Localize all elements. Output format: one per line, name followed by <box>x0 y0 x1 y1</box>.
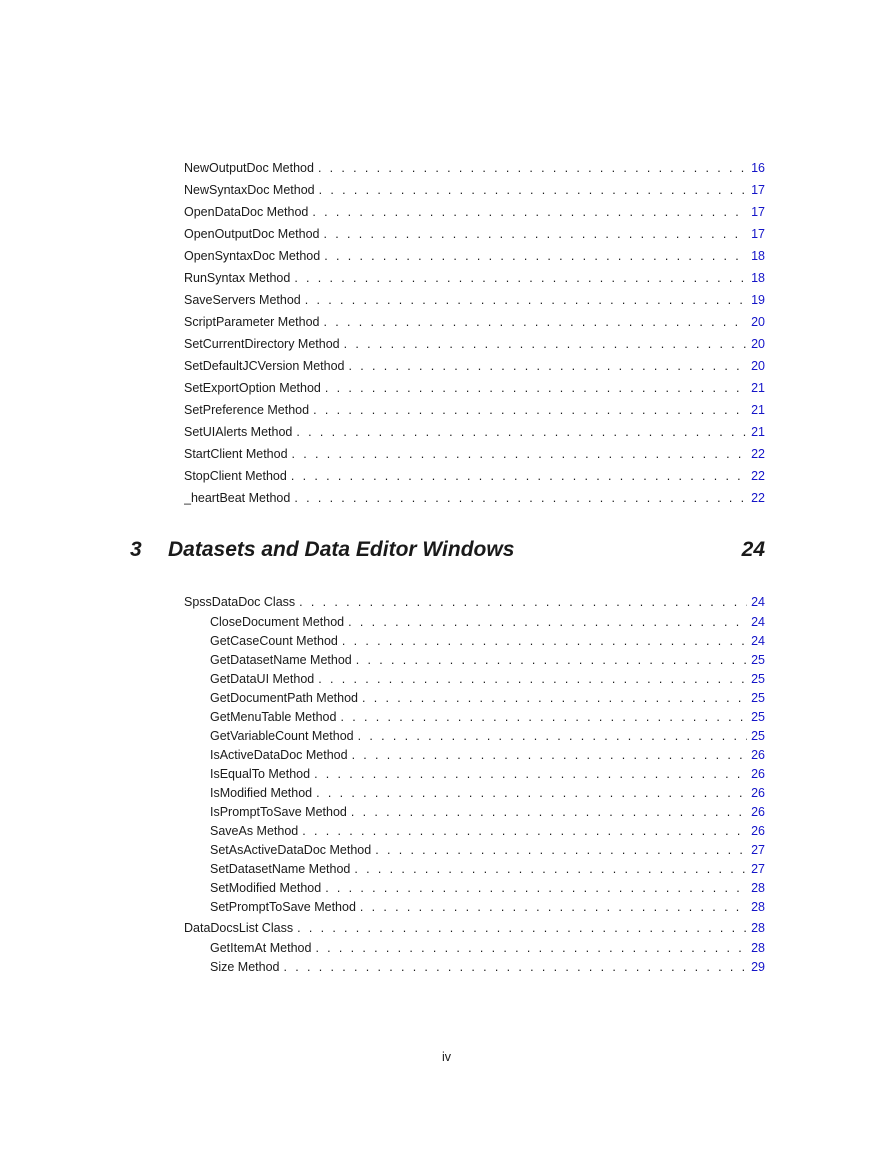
dot-leader <box>375 841 747 860</box>
chapter-title[interactable]: Datasets and Data Editor Windows <box>168 538 515 561</box>
toc-entry-page-link[interactable]: 25 <box>751 672 765 686</box>
toc-entry[interactable] <box>184 708 765 727</box>
page-number-footer: iv <box>441 1050 452 1064</box>
toc-entry[interactable] <box>184 487 765 509</box>
toc-entry[interactable] <box>184 591 765 613</box>
toc-entry[interactable] <box>184 803 765 822</box>
toc-entry-title[interactable]: GetVariableCount Method <box>210 729 354 743</box>
toc-entry-title[interactable]: ScriptParameter Method <box>184 315 320 329</box>
toc-entry-title[interactable]: GetMenuTable Method <box>210 710 337 724</box>
chapter-heading[interactable] <box>130 538 765 562</box>
dot-leader <box>351 803 747 822</box>
toc-entry-title[interactable]: _heartBeat Method <box>184 491 291 505</box>
toc-entry-title[interactable]: CloseDocument Method <box>210 615 345 629</box>
toc-entry-title[interactable]: IsPromptToSave Method <box>210 805 347 819</box>
toc-entry-page-link[interactable]: 29 <box>751 960 765 974</box>
toc-entry-title[interactable]: SetCurrentDirectory Method <box>184 337 340 351</box>
toc-entry-page-link[interactable]: 17 <box>751 183 765 197</box>
toc-entry-title[interactable]: SaveAs Method <box>210 824 299 838</box>
toc-entry-title[interactable]: DataDocsList Class <box>184 921 294 935</box>
dot-leader <box>360 898 747 917</box>
dot-leader <box>314 765 747 784</box>
toc-entry-page-link[interactable]: 26 <box>751 748 765 762</box>
toc-entry[interactable] <box>184 377 765 399</box>
dot-leader <box>358 727 747 746</box>
toc-entry[interactable] <box>184 223 765 245</box>
dot-leader <box>316 784 747 803</box>
toc-entry[interactable] <box>184 651 765 670</box>
dot-leader <box>302 822 747 841</box>
toc-entry-page-link[interactable]: 17 <box>751 227 765 241</box>
toc-entry[interactable] <box>184 958 765 977</box>
dot-leader <box>315 939 747 958</box>
toc-entry-title[interactable]: OpenSyntaxDoc Method <box>184 249 321 263</box>
toc-entry-page-link[interactable]: 27 <box>751 843 765 857</box>
dot-leader <box>294 487 747 509</box>
toc-entry-page-link[interactable]: 22 <box>751 447 765 461</box>
toc-entry-page-link[interactable]: 26 <box>751 786 765 800</box>
toc-entry-page-link[interactable]: 22 <box>751 491 765 505</box>
toc-entry[interactable] <box>184 157 765 179</box>
dot-leader <box>354 860 747 879</box>
toc-entry-title[interactable]: SetDatasetName Method <box>210 862 351 876</box>
dot-leader <box>362 689 747 708</box>
toc-entry-title[interactable]: SpssDataDoc Class <box>184 595 296 609</box>
toc-entry-page-link[interactable]: 21 <box>751 381 765 395</box>
dot-leader <box>318 157 747 179</box>
dot-leader <box>305 289 747 311</box>
toc-entry[interactable] <box>184 443 765 465</box>
dot-leader <box>340 708 747 727</box>
toc-entry-page-link[interactable]: 26 <box>751 824 765 838</box>
toc-entry-page-link[interactable]: 28 <box>751 900 765 914</box>
dot-leader <box>323 311 747 333</box>
toc-entry-title[interactable]: NewSyntaxDoc Method <box>184 183 315 197</box>
dot-leader <box>324 223 748 245</box>
toc-entry-title[interactable]: GetDocumentPath Method <box>210 691 358 705</box>
toc-entry[interactable] <box>184 421 765 443</box>
toc-entry-page-link[interactable]: 18 <box>751 271 765 285</box>
toc-entry[interactable] <box>184 613 765 632</box>
toc-entry[interactable] <box>184 179 765 201</box>
dot-leader <box>318 670 747 689</box>
toc-entry-page-link[interactable]: 26 <box>751 767 765 781</box>
toc-entry[interactable] <box>184 727 765 746</box>
dot-leader <box>297 917 747 939</box>
chapter-number: 3 <box>130 538 142 561</box>
toc-entry-title[interactable]: GetDataUI Method <box>210 672 315 686</box>
toc-entry-title[interactable]: GetDatasetName Method <box>210 653 352 667</box>
toc-entry-title[interactable]: SetPromptToSave Method <box>210 900 356 914</box>
toc-entry-page-link[interactable]: 17 <box>751 205 765 219</box>
toc-entry-page-link[interactable]: 16 <box>751 161 765 175</box>
toc-entry[interactable] <box>184 879 765 898</box>
toc-entry[interactable] <box>184 465 765 487</box>
toc-entry-page-link[interactable]: 18 <box>751 249 765 263</box>
toc-entry-title[interactable]: OpenOutputDoc Method <box>184 227 320 241</box>
toc-entry[interactable] <box>184 841 765 860</box>
toc-entry-page-link[interactable]: 28 <box>751 941 765 955</box>
dot-leader <box>283 958 747 977</box>
dot-leader <box>324 245 747 267</box>
dot-leader <box>299 591 747 613</box>
toc-entry[interactable] <box>184 917 765 939</box>
toc-entry-title[interactable]: OpenDataDoc Method <box>184 205 309 219</box>
toc-entry-page-link[interactable]: 28 <box>751 921 765 935</box>
toc-entry-page-link[interactable]: 24 <box>751 615 765 629</box>
toc-entry-title[interactable]: GetCaseCount Method <box>210 634 338 648</box>
dot-leader <box>296 421 747 443</box>
toc-entry-page-link[interactable]: 25 <box>751 691 765 705</box>
toc-entry[interactable] <box>184 632 765 651</box>
toc-entry[interactable] <box>184 267 765 289</box>
dot-leader <box>348 613 747 632</box>
toc-entry[interactable] <box>184 822 765 841</box>
toc-entry-title[interactable]: SetUIAlerts Method <box>184 425 293 439</box>
toc-entry[interactable] <box>184 898 765 917</box>
toc-entry-title[interactable]: SetDefaultJCVersion Method <box>184 359 345 373</box>
toc-list-chapter <box>184 591 765 977</box>
dot-leader <box>342 632 747 651</box>
toc-entry-title[interactable]: IsEqualTo Method <box>210 767 311 781</box>
dot-leader <box>319 179 747 201</box>
toc-entry[interactable] <box>184 784 765 803</box>
toc-entry[interactable] <box>184 399 765 421</box>
toc-entry[interactable] <box>184 245 765 267</box>
dot-leader <box>312 201 747 223</box>
toc-entry-title[interactable]: IsActiveDataDoc Method <box>210 748 348 762</box>
chapter-page-number[interactable]: 24 <box>741 538 765 561</box>
toc-entry-title[interactable]: SetPreference Method <box>184 403 310 417</box>
toc-list-top <box>184 157 765 509</box>
toc-entry-title[interactable]: SetAsActiveDataDoc Method <box>210 843 372 857</box>
toc-entry-page-link[interactable]: 25 <box>751 729 765 743</box>
toc-entry-title[interactable]: IsModified Method <box>210 786 313 800</box>
toc-entry[interactable] <box>184 355 765 377</box>
toc-entry-page-link[interactable]: 24 <box>751 595 765 609</box>
toc-entry-title[interactable]: NewOutputDoc Method <box>184 161 314 175</box>
toc-entry[interactable] <box>184 939 765 958</box>
dot-leader <box>313 399 747 421</box>
dot-leader <box>291 465 747 487</box>
toc-entry-page-link[interactable]: 28 <box>751 881 765 895</box>
toc-entry-title[interactable]: SetExportOption Method <box>184 381 321 395</box>
dot-leader <box>356 651 747 670</box>
dot-leader <box>325 879 747 898</box>
toc-entry-title[interactable]: RunSyntax Method <box>184 271 291 285</box>
toc-entry-page-link[interactable]: 24 <box>751 634 765 648</box>
toc-entry-title[interactable]: StopClient Method <box>184 469 287 483</box>
toc-entry-page-link[interactable]: 20 <box>751 337 765 351</box>
toc-entry-title[interactable]: SaveServers Method <box>184 293 301 307</box>
toc-entry-page-link[interactable]: 22 <box>751 469 765 483</box>
toc-entry-title[interactable]: Size Method <box>210 960 280 974</box>
toc-entry-page-link[interactable]: 25 <box>751 653 765 667</box>
dot-leader <box>352 746 748 765</box>
toc-entry-page-link[interactable]: 21 <box>751 403 765 417</box>
toc-entry[interactable] <box>184 670 765 689</box>
toc-entry-page-link[interactable]: 20 <box>751 315 765 329</box>
toc-entry[interactable] <box>184 860 765 879</box>
toc-entry[interactable] <box>184 289 765 311</box>
dot-leader <box>294 267 747 289</box>
toc-entry[interactable] <box>184 765 765 784</box>
dot-leader <box>349 355 748 377</box>
toc-entry-page-link[interactable]: 27 <box>751 862 765 876</box>
toc-entry[interactable] <box>184 201 765 223</box>
dot-leader <box>325 377 747 399</box>
dot-leader <box>344 333 747 355</box>
toc-entry-title[interactable]: SetModified Method <box>210 881 322 895</box>
toc-entry[interactable] <box>184 333 765 355</box>
toc-entry-page-link[interactable]: 21 <box>751 425 765 439</box>
toc-entry[interactable] <box>184 689 765 708</box>
toc-entry-title[interactable]: GetItemAt Method <box>210 941 312 955</box>
toc-entry-page-link[interactable]: 25 <box>751 710 765 724</box>
toc-entry-page-link[interactable]: 20 <box>751 359 765 373</box>
dot-leader <box>292 443 748 465</box>
toc-entry-page-link[interactable]: 26 <box>751 805 765 819</box>
toc-entry[interactable] <box>184 746 765 765</box>
toc-entry-title[interactable]: StartClient Method <box>184 447 288 461</box>
toc-entry-page-link[interactable]: 19 <box>751 293 765 307</box>
toc-entry[interactable] <box>184 311 765 333</box>
